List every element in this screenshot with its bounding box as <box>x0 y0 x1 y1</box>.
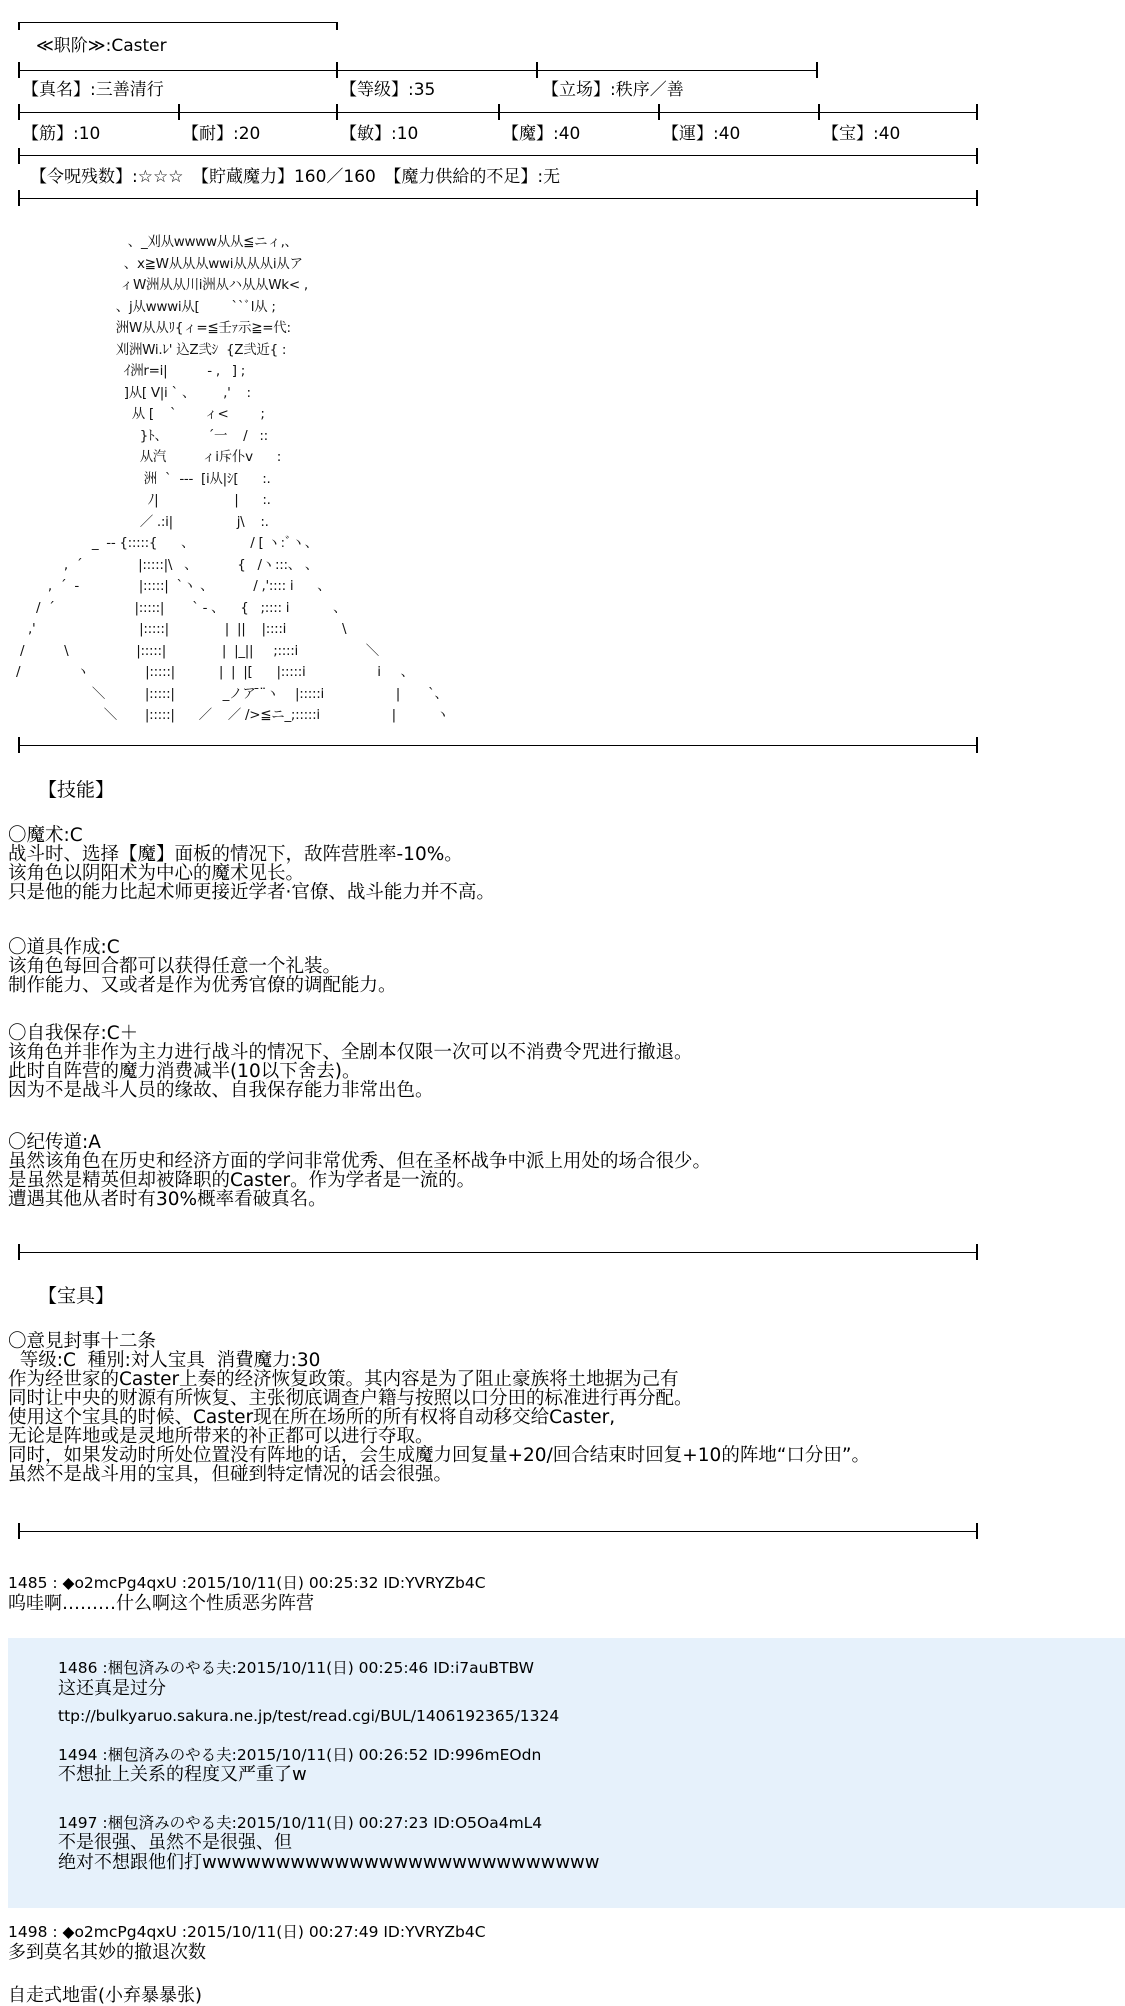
status-tick <box>18 62 20 78</box>
skill-line: 〇自我保存:C＋ <box>8 1023 139 1044</box>
divider-tick <box>976 1244 978 1260</box>
true-name: 【真名】:三善清行 <box>22 80 164 100</box>
status-tick <box>18 148 20 164</box>
post-header: 1498 : ◆o2mcPg4qxU :2015/10/11(日) 00:27:49 ID:YVRYZb4C <box>8 1923 486 1941</box>
reply-body: 这还真是过分 <box>58 1678 166 1699</box>
skill-line: 此时自阵营的魔力消费减半(10以下舍去)。 <box>8 1061 361 1082</box>
reply-body: 不想扯上关系的程度又严重了w <box>58 1764 307 1785</box>
status-tick <box>818 104 820 120</box>
skill-line: 〇魔术:C <box>8 825 83 846</box>
skill-line: 该角色以阴阳术为中心的魔术见长。 <box>8 863 305 884</box>
status-tick <box>178 104 180 120</box>
status-tick <box>976 104 978 120</box>
reply-body: 绝对不想跟他们打wwwwwwwwwwwwwwwwwwwwwwwwwww <box>58 1852 600 1873</box>
status-tick <box>18 22 20 30</box>
stat-str: 【筋】:10 <box>22 124 101 144</box>
post-body-cut: 自走式地雷(小弃暴暴张) <box>8 1985 203 2006</box>
np-line: 同时，如果发动时所处位置没有阵地的话，会生成魔力回复量+20/回合结束时回复+10的阵地“口分田”。 <box>8 1445 870 1466</box>
status-tick <box>336 62 338 78</box>
skill-self-preservation <box>8 1024 693 1100</box>
stat-agi: 【敏】:10 <box>340 124 419 144</box>
skills-header: 【技能】 <box>38 779 115 801</box>
reply-header: 1497 :梱包済みのやる夫:2015/10/11(日) 00:27:23 ID:O5Oa4mL4 <box>58 1814 543 1832</box>
np-line: 〇意見封事十二条 <box>8 1331 157 1352</box>
section-divider <box>18 745 978 746</box>
skill-line: 是虽然是精英但却被降职的Caster。作为学者是一流的。 <box>8 1170 476 1191</box>
skill-line: 虽然该角色在历史和经济方面的学问非常优秀、但在圣杯战争中派上用处的场合很少。 <box>8 1151 712 1172</box>
skill-line: 〇纪传道:A <box>8 1132 101 1153</box>
alignment: 【立场】:秩序／善 <box>542 80 684 100</box>
divider-tick <box>18 737 20 753</box>
status-tick <box>498 104 500 120</box>
skill-line: 遭遇其他从者时有30%概率看破真名。 <box>8 1189 327 1210</box>
command-spells-line: 【令呪残数】:☆☆☆ 【貯蔵魔力】160／160 【魔力供給的不足】:无 <box>30 167 561 187</box>
status-top-line <box>18 22 338 23</box>
skill-line: 〇道具作成:C <box>8 937 120 958</box>
class-line: ≪职阶≫:Caster <box>36 36 167 56</box>
post-body: 呜哇啊………什么啊这个性质恶劣阵营 <box>8 1593 314 1614</box>
status-tick <box>658 104 660 120</box>
skill-line: 战斗时、选择【魔】面板的情况下，敌阵营胜率-10%。 <box>8 844 463 865</box>
stat-mag: 【魔】:40 <box>502 124 581 144</box>
status-tick <box>336 22 338 30</box>
skill-line: 只是他的能力比起术师更接近学者·官僚、战斗能力并不高。 <box>8 882 495 903</box>
status-tick <box>536 62 538 78</box>
section-divider <box>18 1531 978 1532</box>
reply-header: 1486 :梱包済みのやる夫:2015/10/11(日) 00:25:46 ID:i7auBTBW <box>58 1659 534 1677</box>
status-bottom-line <box>18 198 978 199</box>
reply-quote-box <box>8 1638 1125 1908</box>
status-tick <box>336 104 338 120</box>
skill-line: 该角色每回合都可以获得任意一个礼装。 <box>8 956 342 977</box>
divider-tick <box>976 1523 978 1539</box>
status-tick <box>18 104 20 120</box>
np-line: 作为经世家的Caster上奏的经济恢复政策。其内容是为了阻止豪族将土地据为己有 <box>8 1369 679 1390</box>
level: 【等级】:35 <box>340 80 436 100</box>
status-line <box>18 70 818 71</box>
status-tick <box>976 190 978 206</box>
noble-phantasm-body <box>8 1332 870 1484</box>
section-divider <box>18 1252 978 1253</box>
status-line <box>18 155 978 156</box>
skill-item-construction <box>8 938 397 995</box>
stat-end: 【耐】:20 <box>182 124 261 144</box>
reply-link[interactable]: ttp://bulkyaruo.sakura.ne.jp/test/read.cgi/BUL/1406192365/1324 <box>58 1707 560 1725</box>
noble-phantasm-header: 【宝具】 <box>38 1285 115 1307</box>
divider-tick <box>976 737 978 753</box>
np-line: 使用这个宝具的时候、Caster现在所在场所的所有权将自动移交给Caster, <box>8 1407 616 1428</box>
np-line: 同时让中央的财源有所恢复、主张彻底调查户籍与按照以口分田的标准进行再分配。 <box>8 1388 693 1409</box>
np-line: 等级:C 種別:対人宝具 消費魔力:30 <box>8 1350 321 1371</box>
ascii-art-portrait: 、_刈从wwww从从≦ニィ,、 、x≧W从从从wwi从从从i从ア ィW洲从从川i洲从ハ从从Wk< , 、j从wwwi从[ ``ﾞl从 ; 洲W从从ﾘ{ィ=≦壬ｧ示≧=代: 刈洲Wi.ﾚ' 込Z弐ｼ {Z弐近{ : ｲ洲r=i| - , ] ; ]从[ V|i ` 、 ,' : 从 [ ` ィ< ; }ﾄ、 ´一 / :: 从汽 ィi斥仆v : 洲 ` --- [i从|ｼ[ :. ﾉ| | :. ／ .:i| j\ :. _ -- {:::::{ 、 / [ ヽ:ﾞヽ、 , ´ |:::::|\ 、 { /ヽ:::、 、 , ´ - |:::::| `ヽ 、 / ,':::: i 、 / ´ |:::::| ` ‐ 、 { ;:::: i 、 ,' |:::::| | || |::::i \ / \ |:::::| | |_|| ;::::i ＼ / ヽ |:::::| | | |[ |:::::i i 、 ＼ |:::::| _ノア ̄¨ヽ |:::::i | `、 ＼ |:::::| ／ ／ />≦ニ_;:::::i | ヽ <box>15 234 450 723</box>
skill-line: 制作能力、又或者是作为优秀官僚的调配能力。 <box>8 975 397 996</box>
reply-header: 1494 :梱包済みのやる夫:2015/10/11(日) 00:26:52 ID:996mEOdn <box>58 1746 542 1764</box>
stat-np: 【宝】:40 <box>822 124 901 144</box>
status-tick <box>18 190 20 206</box>
status-tick <box>816 62 818 78</box>
skill-line: 因为不是战斗人员的缘故、自我保存能力非常出色。 <box>8 1080 434 1101</box>
reply-body: 不是很强、虽然不是很强、但 <box>58 1832 292 1853</box>
status-tick <box>976 148 978 164</box>
np-line: 无论是阵地或是灵地所带来的补正都可以进行夺取。 <box>8 1426 434 1447</box>
divider-tick <box>18 1244 20 1260</box>
skill-kidendo <box>8 1133 711 1209</box>
post-header: 1485 : ◆o2mcPg4qxU :2015/10/11(日) 00:25:32 ID:YVRYZb4C <box>8 1574 486 1592</box>
stat-luck: 【運】:40 <box>662 124 741 144</box>
divider-tick <box>18 1523 20 1539</box>
np-line: 虽然不是战斗用的宝具，但碰到特定情况的话会很强。 <box>8 1464 453 1485</box>
post-body: 多到莫名其妙的撤退次数 <box>8 1942 206 1963</box>
skill-magecraft <box>8 826 495 902</box>
skill-line: 该角色并非作为主力进行战斗的情况下、全剧本仅限一次可以不消费令咒进行撤退。 <box>8 1042 693 1063</box>
